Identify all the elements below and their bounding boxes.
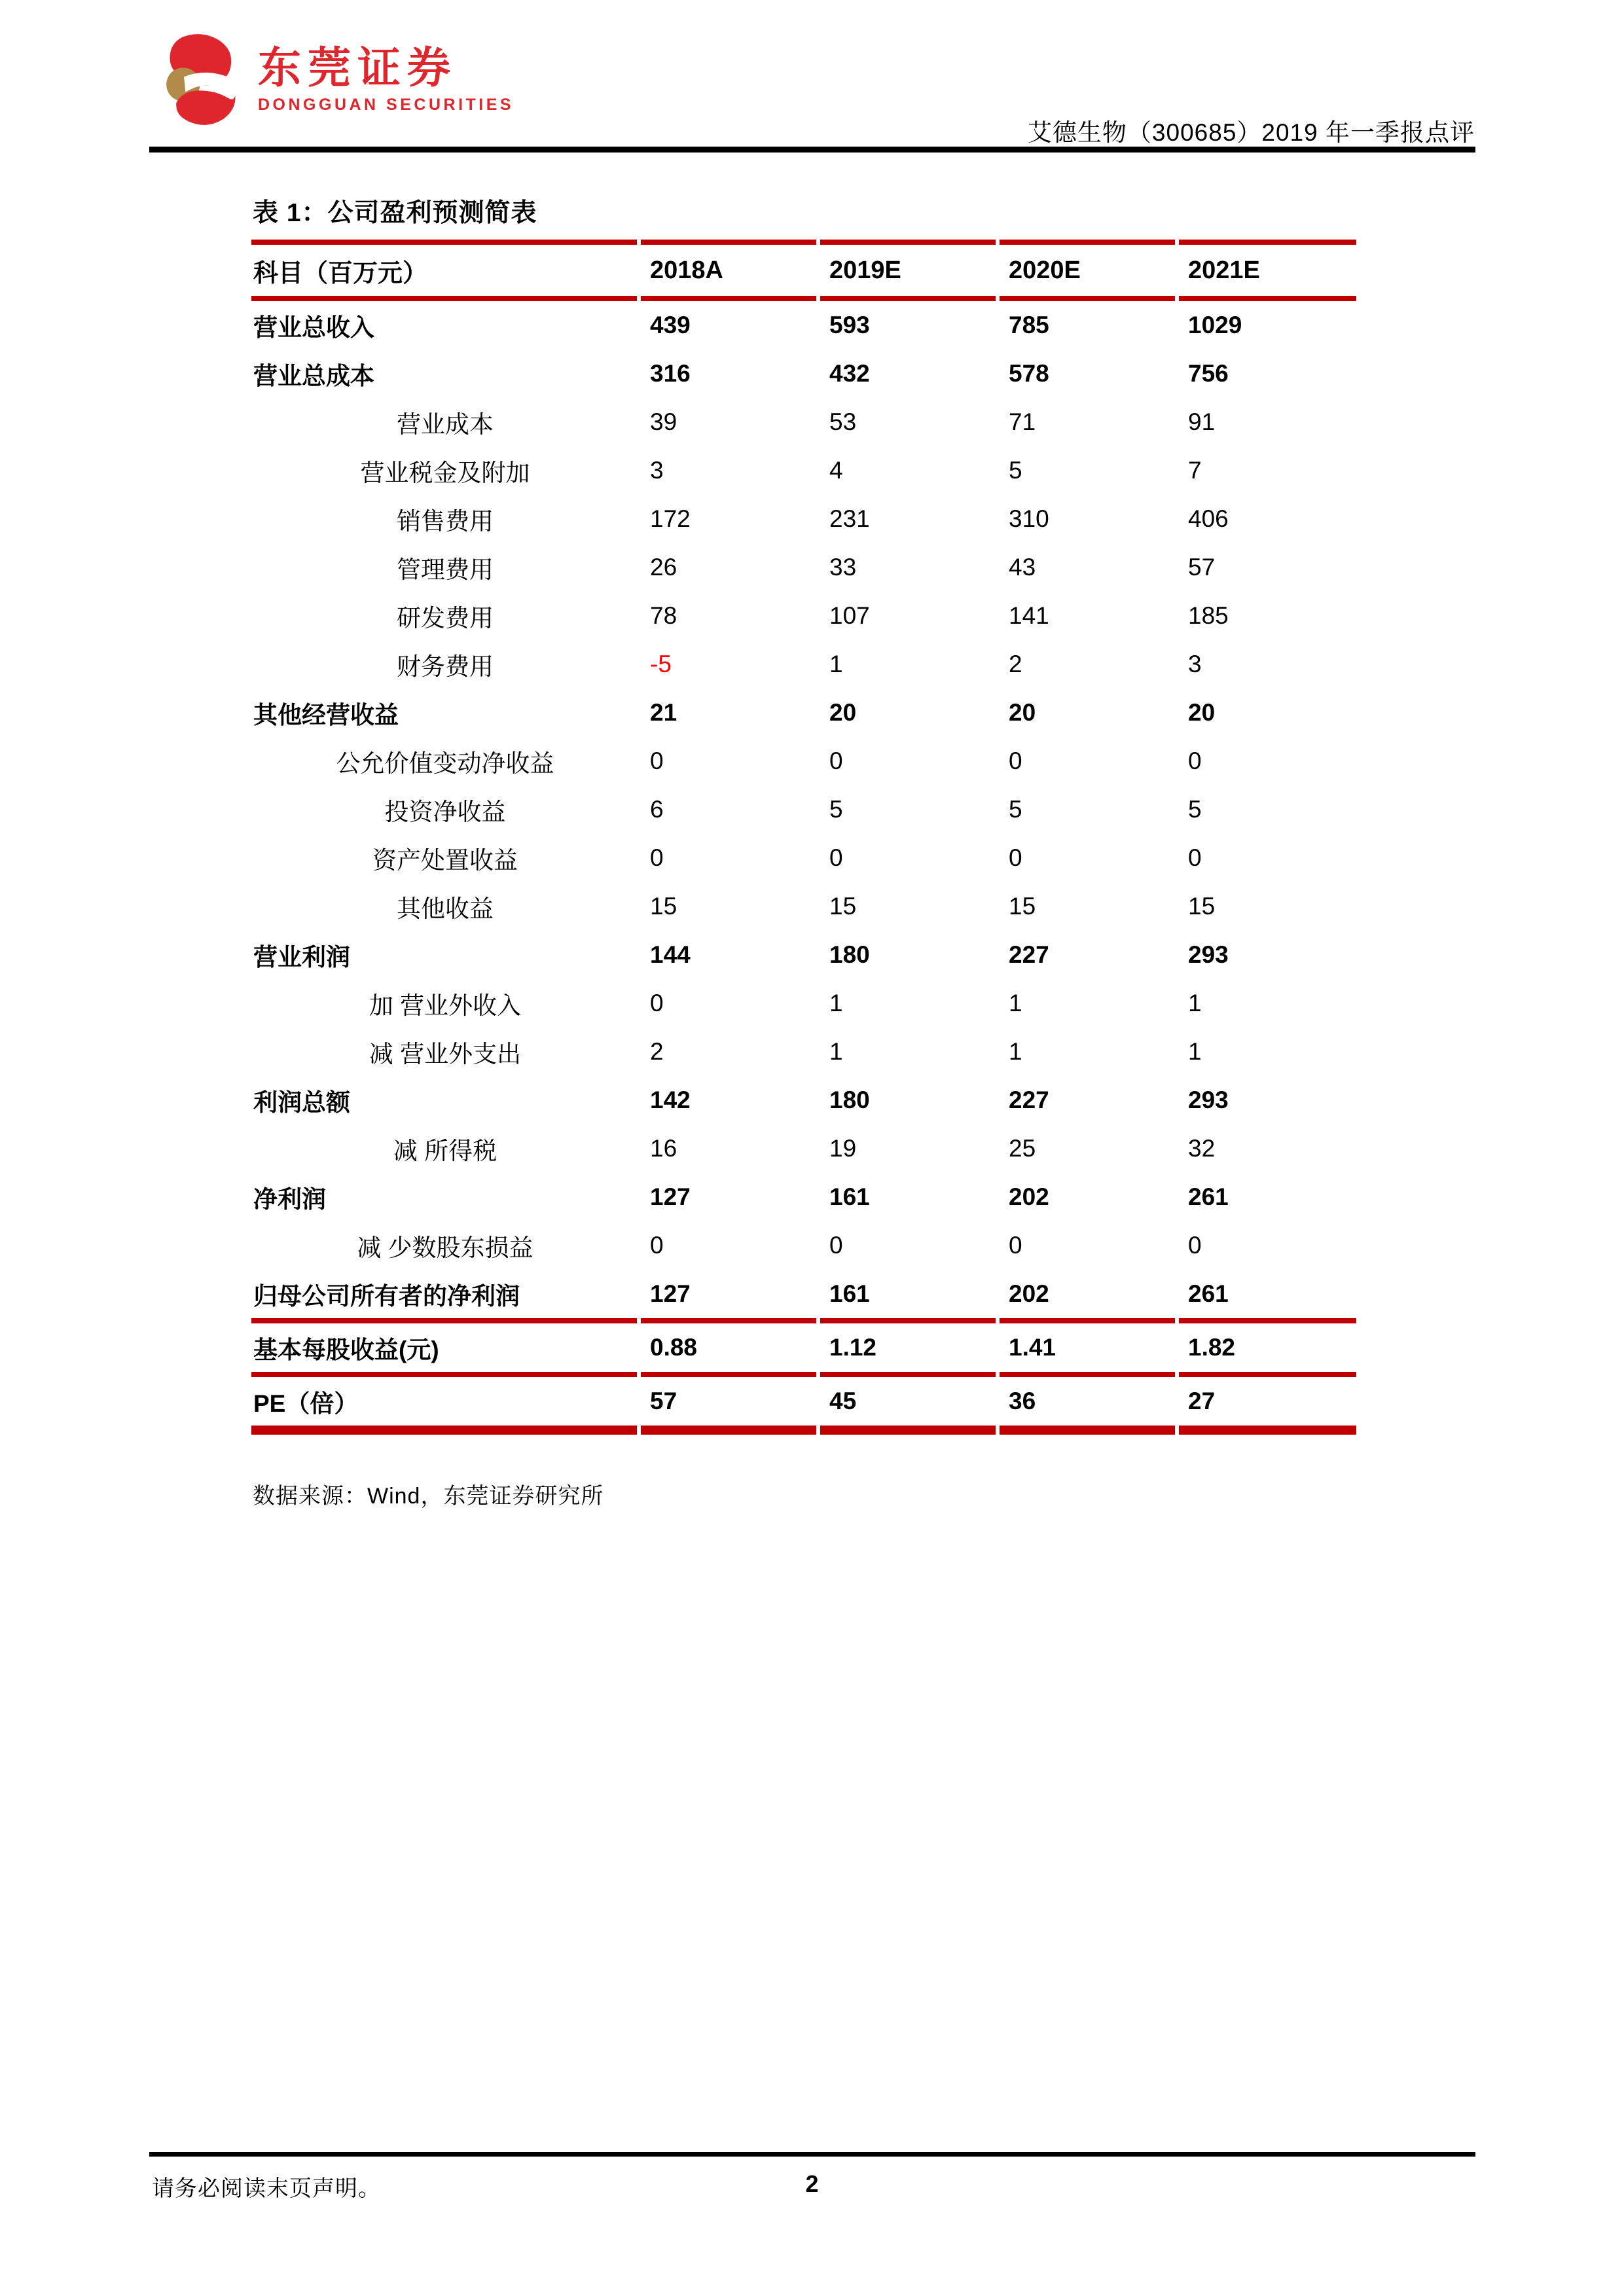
rule-gap (996, 1426, 1000, 1435)
table-caption: 表 1：公司盈利预测简表 (253, 199, 537, 227)
row-value: 180 (829, 1086, 870, 1113)
rule-gap (637, 1426, 641, 1435)
table-row (251, 301, 1356, 350)
row-label: 管理费用 (397, 556, 494, 583)
row-label: 营业利润 (253, 944, 350, 971)
row-value: 261 (1188, 1183, 1229, 1210)
rule-gap (816, 1372, 820, 1377)
column-header: 2020E (1009, 256, 1081, 284)
row-value: 32 (1188, 1135, 1216, 1162)
table-row (251, 1076, 1356, 1124)
row-value: 1 (1009, 1038, 1022, 1065)
row-value: 127 (650, 1183, 691, 1210)
table-row (251, 495, 1356, 543)
row-value: 26 (650, 554, 677, 581)
row-value: 0 (650, 1232, 664, 1259)
row-value: 16 (650, 1135, 677, 1162)
table-row (251, 979, 1356, 1028)
row-value: 19 (829, 1135, 857, 1162)
row-value: 1 (1188, 990, 1202, 1016)
rule-gap (996, 240, 1000, 245)
table-row (251, 931, 1356, 979)
row-value: 161 (829, 1280, 870, 1307)
rule-gap (637, 1372, 641, 1377)
row-value: 1.12 (829, 1334, 877, 1361)
rule-gap (996, 1372, 1000, 1377)
footer-divider (149, 2152, 1475, 2157)
row-label: 其他经营收益 (253, 702, 399, 728)
row-value: 57 (1188, 554, 1216, 581)
row-label: 公允价值变动净收益 (336, 750, 554, 777)
row-value: 7 (1188, 457, 1202, 484)
row-value: 293 (1188, 1086, 1229, 1113)
row-value: 316 (650, 360, 691, 387)
row-value: 0.88 (650, 1334, 698, 1361)
row-label: 净利润 (253, 1186, 326, 1213)
row-label: 营业税金及附加 (360, 459, 530, 486)
row-value: 1 (1009, 990, 1022, 1016)
table-row (251, 1124, 1356, 1173)
row-value: 1 (1188, 1038, 1202, 1065)
row-value: 1 (829, 990, 843, 1016)
rule-gap (816, 240, 820, 245)
table-top-border (251, 240, 1356, 245)
profit-table-body (251, 301, 1356, 1435)
row-value: 78 (650, 602, 677, 629)
row-value: 202 (1009, 1183, 1049, 1210)
table-row (251, 882, 1356, 931)
row-label: 投资净收益 (384, 798, 506, 825)
row-label: 营业总成本 (253, 363, 374, 389)
row-value: 3 (1188, 651, 1202, 677)
row-value: 45 (829, 1388, 857, 1414)
table-row (251, 1270, 1356, 1318)
row-value: 53 (829, 408, 857, 435)
row-value: 141 (1009, 602, 1049, 629)
column-header: 2019E (829, 256, 901, 284)
row-value: 432 (829, 360, 870, 387)
rule-gap (1175, 296, 1179, 301)
row-value: 227 (1009, 1086, 1049, 1113)
table-header-row (251, 245, 1356, 296)
table-row (251, 398, 1356, 446)
row-value: 15 (1009, 893, 1036, 920)
row-value: 2 (650, 1038, 664, 1065)
row-value: 1 (829, 651, 843, 677)
row-label: 资产处置收益 (372, 847, 518, 874)
main-content (251, 192, 1356, 1510)
row-value: 5 (829, 796, 843, 823)
column-header: 2018A (650, 256, 723, 284)
row-label: 研发费用 (397, 605, 494, 632)
row-value: 0 (1009, 1232, 1022, 1259)
table-row (251, 737, 1356, 785)
rule-gap (996, 296, 1000, 301)
footer-disclaimer: 请务必阅读末页声明。 (152, 2176, 381, 2201)
row-value: 5 (1009, 457, 1022, 484)
row-label: 基本每股收益(元) (253, 1336, 439, 1363)
row-value: 202 (1009, 1280, 1049, 1307)
row-value: 293 (1188, 941, 1229, 968)
rule-gap (816, 1318, 820, 1323)
row-value: 227 (1009, 941, 1049, 968)
row-value: 578 (1009, 360, 1049, 387)
row-value: 161 (829, 1183, 870, 1210)
table-header-border (251, 296, 1356, 301)
row-value: 20 (829, 699, 857, 726)
row-value: 1.41 (1009, 1334, 1056, 1361)
dongguan-securities-logo-icon (164, 34, 241, 126)
row-value: 0 (650, 747, 664, 774)
row-value: 107 (829, 602, 870, 629)
row-value: 185 (1188, 602, 1229, 629)
column-header: 科目（百万元） (253, 259, 428, 287)
brand-name-cn: 东莞证券 (258, 43, 457, 92)
row-value: 180 (829, 941, 870, 968)
rule-gap (816, 296, 820, 301)
data-source-note: 数据来源：Wind，东莞证券研究所 (253, 1484, 604, 1509)
row-value: 0 (650, 990, 664, 1016)
table-row (251, 1323, 1356, 1372)
row-value: 406 (1188, 505, 1229, 532)
row-value: 20 (1188, 699, 1216, 726)
profit-forecast-table (251, 240, 1356, 1435)
row-value: 144 (650, 941, 691, 968)
table-separator (251, 1372, 1356, 1377)
table-row (251, 834, 1356, 882)
row-value: 0 (650, 844, 664, 871)
row-value: 756 (1188, 360, 1229, 387)
rule-gap (1175, 1426, 1179, 1435)
row-label: 营业总收入 (253, 314, 374, 341)
rule-gap (1175, 240, 1179, 245)
row-value: 0 (829, 844, 843, 871)
row-value: 261 (1188, 1280, 1229, 1307)
row-value: 57 (650, 1388, 677, 1414)
table-row (251, 1173, 1356, 1221)
table-row (251, 785, 1356, 834)
row-value: 231 (829, 505, 870, 532)
row-value: 593 (829, 312, 870, 338)
row-value: 2 (1009, 651, 1022, 677)
row-value: 15 (829, 893, 857, 920)
row-label: 销售费用 (397, 508, 494, 535)
row-value: 3 (650, 457, 664, 484)
row-value: 91 (1188, 408, 1216, 435)
row-value: 39 (650, 408, 677, 435)
row-label: PE（倍） (253, 1390, 359, 1417)
row-value: 0 (1188, 844, 1202, 871)
row-value: 172 (650, 505, 691, 532)
row-label: 其他收益 (397, 895, 494, 922)
row-value: 21 (650, 699, 677, 726)
row-value: 310 (1009, 505, 1049, 532)
row-value: 142 (650, 1086, 691, 1113)
row-label: 减 所得税 (393, 1138, 497, 1164)
rule-gap (996, 1318, 1000, 1323)
row-value: 4 (829, 457, 843, 484)
row-value: 0 (1009, 747, 1022, 774)
rule-gap (1175, 1372, 1179, 1377)
table-row (251, 1377, 1356, 1426)
table-separator (251, 1318, 1356, 1323)
row-value: 5 (1009, 796, 1022, 823)
row-label: 营业成本 (397, 411, 494, 438)
row-value: 0 (1188, 1232, 1202, 1259)
table-row (251, 1028, 1356, 1076)
row-value: 439 (650, 312, 691, 338)
row-value: 33 (829, 554, 857, 581)
column-header: 2021E (1188, 256, 1260, 284)
rule-gap (816, 1426, 820, 1435)
table-row (251, 446, 1356, 495)
page-number: 2 (805, 2170, 819, 2197)
table-row (251, 592, 1356, 640)
header-divider (149, 147, 1475, 152)
row-label: 加 营业外收入 (369, 992, 522, 1019)
row-value: 5 (1188, 796, 1202, 823)
table-row (251, 350, 1356, 398)
brand-name-en: DONGGUAN SECURITIES (258, 96, 514, 115)
row-label: 归母公司所有者的净利润 (253, 1283, 520, 1310)
rule-gap (637, 1318, 641, 1323)
row-value: 0 (829, 1232, 843, 1259)
rule-gap (637, 296, 641, 301)
table-bottom-border (251, 1426, 1356, 1435)
row-value: 27 (1188, 1388, 1216, 1414)
table-row (251, 640, 1356, 689)
brand-header (164, 34, 514, 126)
row-value: 43 (1009, 554, 1036, 581)
row-value: 20 (1009, 699, 1036, 726)
row-value: 6 (650, 796, 664, 823)
table-row (251, 689, 1356, 737)
row-label: 利润总额 (253, 1089, 350, 1116)
row-value: 71 (1009, 408, 1036, 435)
brand-text (258, 45, 514, 115)
row-value: 0 (1188, 747, 1202, 774)
report-title: 艾德生物（300685）2019 年一季报点评 (1027, 119, 1475, 146)
row-value: 0 (1009, 844, 1022, 871)
row-label: 减 营业外支出 (369, 1041, 522, 1067)
row-value: 36 (1009, 1388, 1036, 1414)
row-label: 减 少数股东损益 (357, 1234, 533, 1261)
row-value: 15 (650, 893, 677, 920)
row-label: 财务费用 (397, 653, 494, 680)
row-value: 1029 (1188, 312, 1242, 338)
row-value: 1 (829, 1038, 843, 1065)
row-value: 15 (1188, 893, 1216, 920)
rule-gap (1175, 1318, 1179, 1323)
row-value: 127 (650, 1280, 691, 1307)
table-row (251, 543, 1356, 592)
row-value: 25 (1009, 1135, 1036, 1162)
row-value: 785 (1009, 312, 1049, 338)
row-value: 0 (829, 747, 843, 774)
table-row (251, 1221, 1356, 1270)
row-value: -5 (650, 651, 672, 677)
rule-gap (637, 240, 641, 245)
row-value: 1.82 (1188, 1334, 1236, 1361)
